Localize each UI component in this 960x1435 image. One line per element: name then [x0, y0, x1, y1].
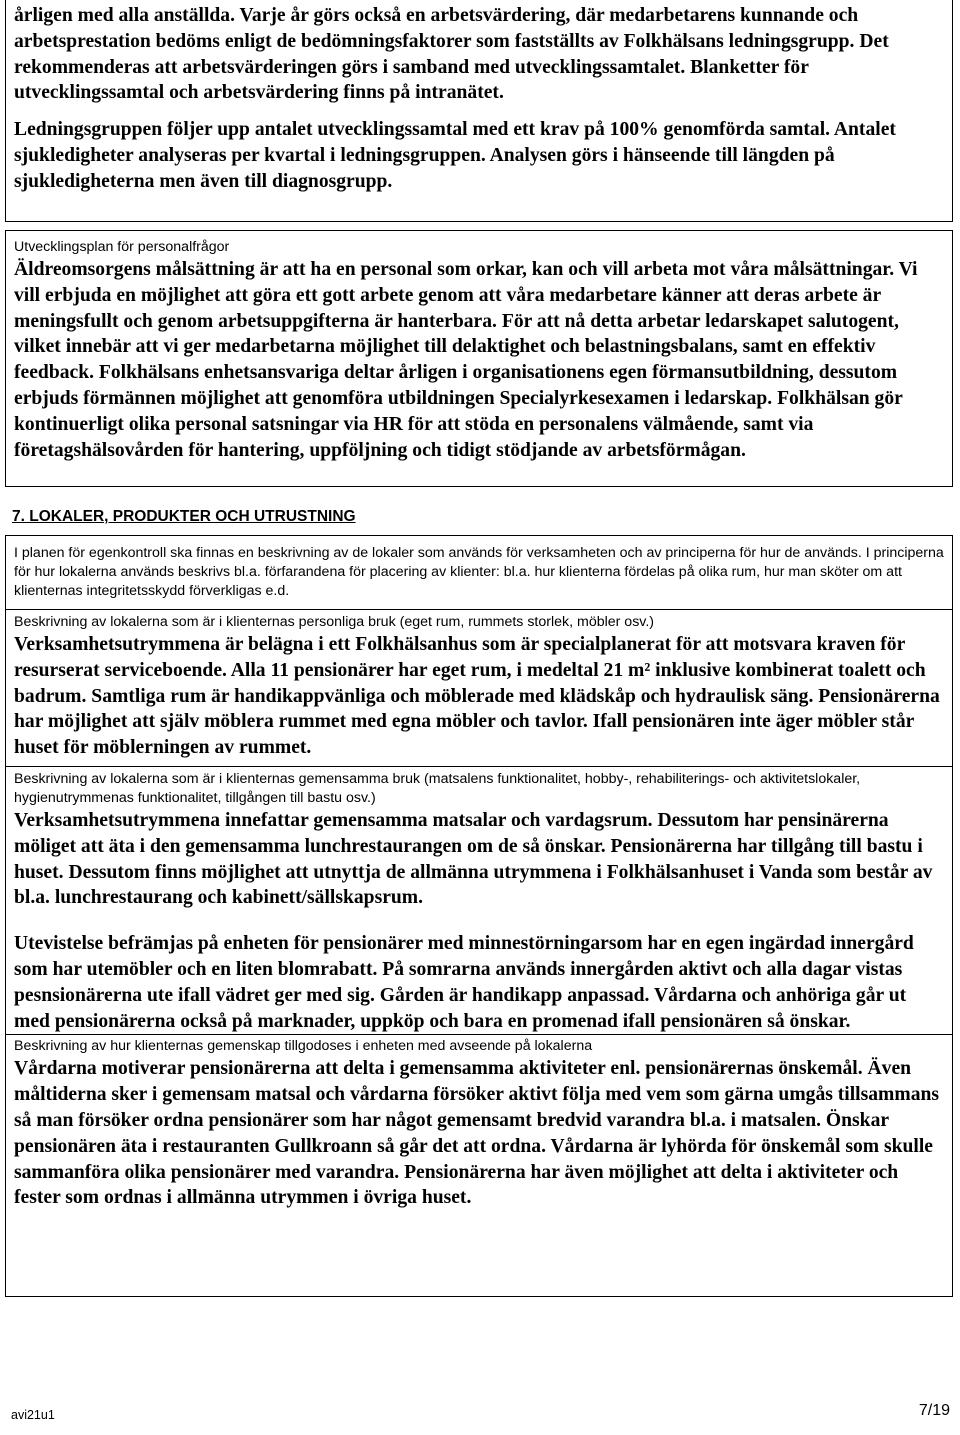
paragraph-personnel-plan: Äldreomsorgens målsättning är att ha en personal som orkar, kan och vill arbeta mot våra målsättningar. Vi vill erbjuda en möjlighet att göra ett gott arbete genom att våra medarbetare känner att deras arbete är meningsfullt och genom arbetsuppgifterna är hanterbara. För att nå detta arbetar ledarskapet salutogent, vilket innebär att vi ger medarbetarna möjlighet till delaktighet och belastningsbalans, samt en effektiv feedback. Folkhälsans enhetsansvariga deltar årligen i organisationens egen förmansutbildning, dessutom erbjuds förmännen möjlighet att genomföra utbildningen Specialyrkesexamen i ledarskap. Folkhälsan gör kontinuerligt olika personal satsningar via HR för att stöda en personalens välmående, samt via företagshälsovården för hantering, uppföljning och tidigt stödjande av arbetsförmågan.	[14, 259, 918, 461]
field-label-community: Beskrivning av hur klienternas gemenskap tillgodoses i enheten med avseende på lokalerna	[14, 1038, 593, 1055]
footer-document-id: avi21u1	[11, 1408, 55, 1422]
paragraph-personal-rooms: Verksamhetsutrymmena är belägna i ett Folkhälsanhus som är specialplanerat för att motsvara kraven för resurserat serviceboende. Alla 11 pensionärer har eget rum, i medeltal 21 m² inklusive kombinerat toalett och badrum. Samtliga rum är handikappvänliga och möblerade med klädskåp och hydraulisk säng. Pensionärerna har möjlighet att själv möblera rummet med egna möbler och tavlor. Ifall pensionären inte äger möbler står huset för möblerningen av rummet.	[14, 634, 940, 759]
field-label-shared-rooms: Beskrivning av lokalerna som är i klienternas gemensamma bruk (matsalens funktionalitet, hobby-, rehabiliterings- och aktivitetslokaler, hygienutrymmenas funktionalitet, tillgången till bastu osv.)	[14, 770, 861, 806]
content-box-development-talks	[5, 0, 953, 222]
subsection-personal-rooms	[6, 609, 952, 761]
footer-page-number: 7/19	[918, 1402, 950, 1419]
content-box-personnel-plan	[5, 230, 953, 487]
content-box-premises	[5, 535, 953, 1297]
paragraph-shared-rooms: Verksamhetsutrymmena innefattar gemensamma matsalar och vardagsrum. Dessutom har pensinärerna möliget att äta i den gemensamma lunchrestaurangen om de så önskar. Pensionärerna har tillgång till bastu i huset. Dessutom finns möjlighet att utnyttja de allmänna utrymmena i Folkhälsanhuset i Vanda som består av bl.a. lunchrestaurang och kabinett/sällskapsrum.	[14, 809, 933, 909]
paragraph-follow-up: Ledningsgruppen följer upp antalet utvecklingssamtal med ett krav på 100% genomförda samtal. Antalet sjukledigheter analyseras per kvartal i ledningsgruppen. Analysen görs i hänseende till längden på sjukledigheterna men även till diagnosgrupp.	[14, 119, 896, 192]
paragraph-community: Vårdarna motiverar pensionärerna att delta i gemensamma aktiviteter enl. pensionärernas önskemål. Även måltiderna sker i gemensam matsal och vårdarna försöker aktivt följa med vem som gärna umgås tillsammans så man försöker ordna pensionärer som har något gemensamt bredvid varandra bl.a. i matsalen. Önskar pensionären äta i restauranten Gullkroann så går det att ordna. Vårdarna är lyhörda för önskemål som skulle sammanföra olika pensionärer med varandra. Pensionärerna har även möjlighet att delta i aktiviteter och fester som ordnas i allmänna utrymmen i övriga huset.	[14, 1058, 940, 1209]
subsection-community	[6, 1034, 952, 1211]
field-label-personal-rooms: Beskrivning av lokalerna som är i klienternas personliga bruk (eget rum, rummets storlek, möbler osv.)	[14, 614, 654, 630]
subsection-shared-rooms	[6, 766, 952, 1034]
paragraph-appraisal: årligen med alla anställda. Varje år görs också en arbetsvärdering, där medarbetarens kunnande och arbetsprestation bedöms enligt de bedömningsfaktorer som fastställts av Folkhälsans ledningsgrupp. Det rekommenderas att arbetsvärderingen görs i samband med utvecklingssamtalet. Blanketter för utvecklingssamtal och arbetsvärdering finns på intranätet.	[14, 5, 889, 104]
section-heading: 7. LOKALER, PRODUKTER OCH UTRUSTNING	[12, 508, 356, 525]
paragraph-outdoor-activities: Utevistelse befrämjas på enheten för pensionärer med minnestörningarsom har en egen ingärdad innergård som har utemöbler och en liten blomrabatt. På somrarna används innergården aktivt och alla dagar vistas pesnsionärerna ute ifall vädret ger med sig. Gården är handikapp anpassad. Vårdarna och anhöriga går ut med pensionärerna också på marknader, uppköp och bara en promenad ifall pensionären så önskar.	[14, 933, 914, 1032]
section-instructions: I planen för egenkontroll ska finnas en beskrivning av de lokaler som används för verksamheten och av principerna för hur de används. I principerna för hur lokalerna används beskrivs bl.a. förfarandena för placering av klienter: bl.a. hur klienterna fördelas på olika rum, hur man sköter om att klienternas integritetsskydd förverkligas e.d.	[14, 545, 944, 599]
field-label-development-plan: Utvecklingsplan för personalfrågor	[14, 239, 230, 255]
